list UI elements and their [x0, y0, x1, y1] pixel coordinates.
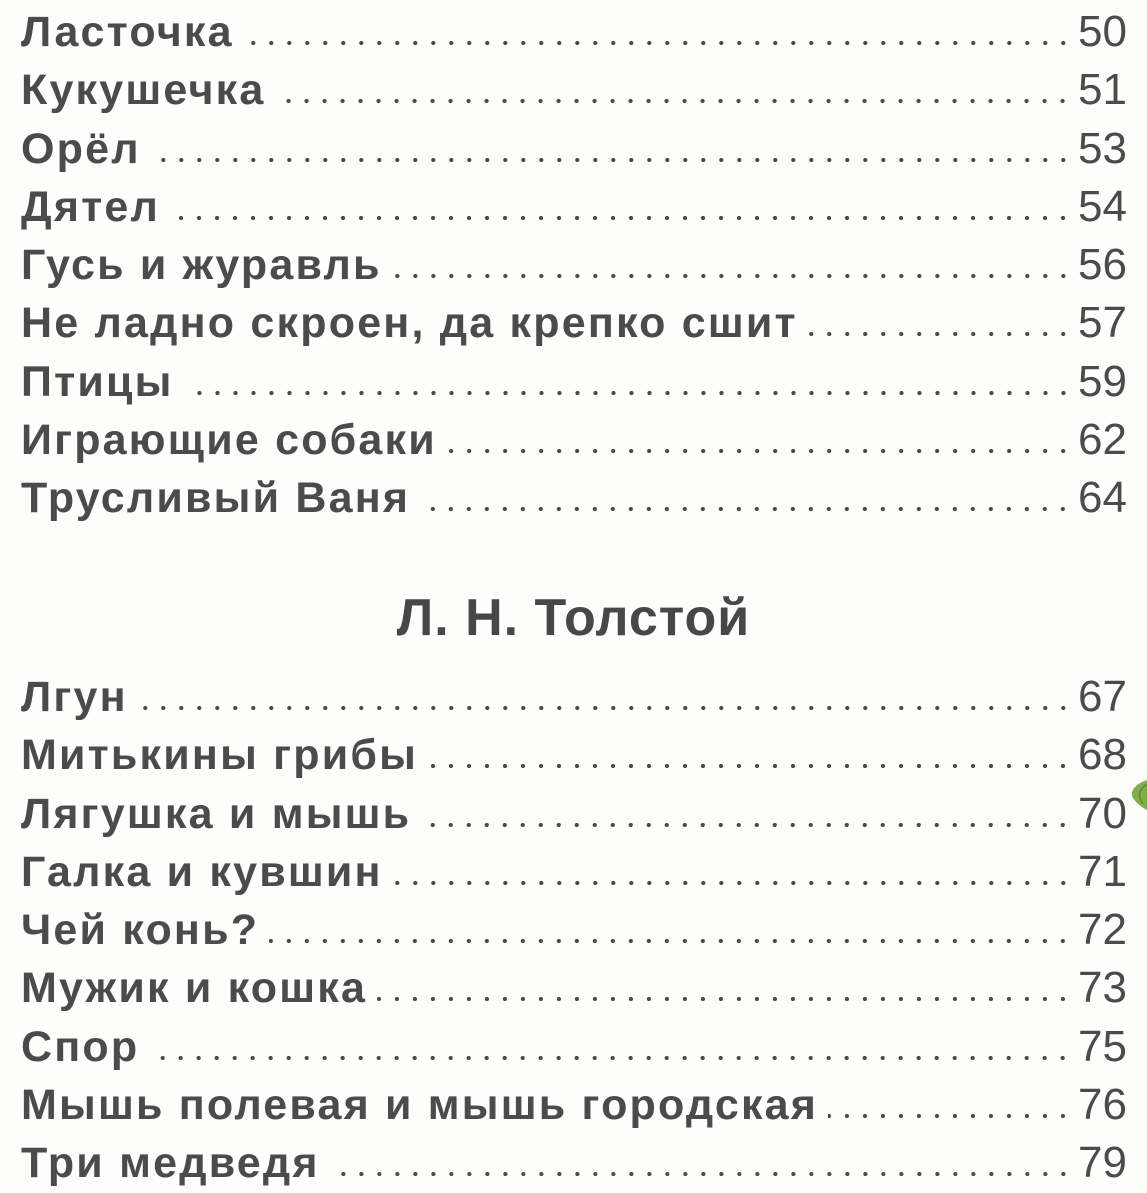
toc-entry[interactable] [21, 3, 1127, 61]
toc-entry[interactable] [21, 178, 1127, 236]
toc-entry[interactable] [21, 1018, 1127, 1076]
dot-leader [447, 448, 1072, 454]
toc-entry-page: 57 [1078, 298, 1127, 348]
toc-entry[interactable] [21, 668, 1127, 726]
toc-entry-title: Чей конь? [21, 906, 260, 955]
toc-entry-page: 50 [1078, 7, 1127, 56]
dot-leader [428, 763, 1072, 769]
toc-entry-title: Галка и кувшин [21, 847, 383, 896]
dot-leader [392, 273, 1072, 279]
dot-leader [808, 331, 1072, 337]
toc-entry-title: Митькины грибы [21, 731, 419, 780]
toc-list-section-1 [21, 3, 1127, 528]
dot-leader [275, 98, 1072, 104]
toc-entry-page: 62 [1078, 415, 1127, 465]
dot-leader [149, 1055, 1072, 1061]
toc-entry-title: Трусливый Ваня [21, 474, 411, 523]
toc-entry[interactable] [21, 901, 1127, 959]
dot-leader [244, 40, 1072, 46]
toc-list-section-2 [21, 668, 1127, 1193]
toc-entry-page: 76 [1078, 1080, 1127, 1130]
toc-entry-title: Гусь и журавль [21, 241, 382, 290]
toc-entry-page: 79 [1078, 1138, 1127, 1188]
dot-leader [393, 880, 1072, 886]
toc-entry-page: 53 [1078, 123, 1127, 173]
toc-entry-title: Орёл [21, 124, 141, 173]
toc-entry[interactable] [21, 959, 1127, 1017]
dot-leader [184, 390, 1072, 396]
toc-entry-title: Ласточка [21, 8, 234, 56]
toc-entry-page: 64 [1078, 473, 1127, 523]
toc-entry-page: 56 [1078, 240, 1127, 290]
toc-entry-title: Три медведя [21, 1139, 320, 1188]
dot-leader [170, 215, 1072, 221]
toc-entry-title: Играющие собаки [21, 416, 437, 465]
dot-leader [151, 157, 1072, 163]
toc-entry[interactable] [21, 469, 1127, 527]
toc-entry[interactable] [21, 411, 1127, 469]
toc-entry-title: Дятел [21, 182, 161, 231]
toc-entry[interactable] [21, 236, 1127, 294]
toc-entry-page: 70 [1078, 788, 1127, 838]
toc-entry-page: 72 [1078, 905, 1127, 955]
toc-entry-title: Лягушка и мышь [21, 789, 412, 838]
toc-entry-page: 54 [1078, 181, 1127, 231]
toc-entry[interactable] [21, 353, 1127, 411]
toc-entry-title: Мышь полевая и мышь городская [21, 1081, 819, 1130]
toc-entry[interactable] [21, 1134, 1127, 1192]
dot-leader [421, 822, 1072, 828]
toc-entry[interactable] [21, 120, 1127, 178]
toc-entry-page: 51 [1078, 65, 1127, 115]
toc-entry[interactable] [21, 1076, 1127, 1134]
toc-entry-page: 67 [1078, 672, 1127, 721]
toc-entry[interactable] [21, 843, 1127, 901]
toc-entry[interactable] [21, 61, 1127, 119]
toc-entry-title: Птицы [21, 357, 174, 406]
toc-entry-title: Кукушечка [21, 66, 266, 115]
dot-leader [330, 1171, 1072, 1177]
toc-entry-title: Спор [21, 1022, 140, 1071]
dot-leader [377, 996, 1072, 1002]
toc-entry-page: 73 [1078, 963, 1127, 1013]
dot-leader [828, 1113, 1072, 1119]
toc-entry-page: 68 [1078, 730, 1127, 780]
toc-entry[interactable] [21, 294, 1127, 352]
leaf-icon [1129, 778, 1147, 812]
toc-entry-page: 71 [1078, 846, 1127, 896]
toc-entry[interactable] [21, 785, 1127, 843]
toc-entry[interactable] [21, 726, 1127, 784]
toc-entry-page: 59 [1078, 356, 1127, 406]
toc-entry-title: Мужик и кошка [21, 964, 368, 1013]
toc-entry-page: 75 [1078, 1021, 1127, 1071]
dot-leader [138, 705, 1072, 711]
toc-entry-title: Лгун [21, 673, 128, 721]
dot-leader [269, 938, 1072, 944]
section-heading-author: Л. Н. Толстой [396, 589, 751, 647]
dot-leader [420, 506, 1072, 512]
toc-entry-title: Не ладно скроен, да крепко сшит [21, 299, 798, 348]
